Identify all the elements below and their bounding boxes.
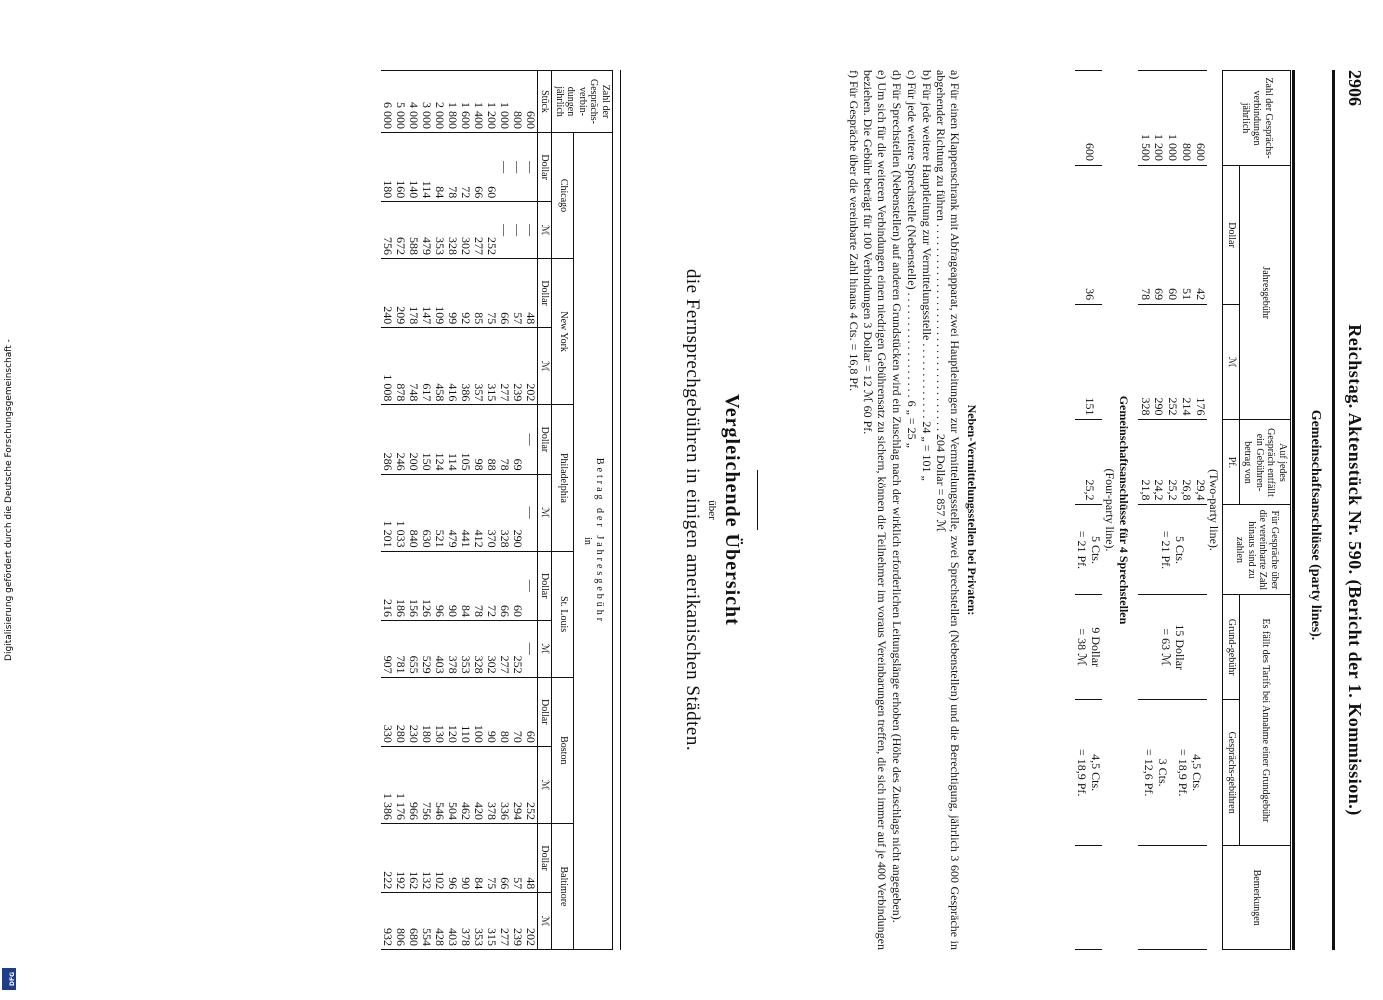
col-remarks-header: Bemerkungen [1223,846,1291,950]
cmp-value-cell: 462 [459,746,472,823]
cmp-count-cell: 600 [524,71,538,133]
cmp-value-cell: 1 008 [381,328,394,405]
unit-dollar: Dollar [538,823,553,892]
cmp-value-cell: — [511,133,524,202]
cmp-value-cell: 416 [446,328,459,405]
cmp-value-cell: 99 [446,258,459,327]
col-pf-header: Pf. [1223,420,1240,505]
four-party-title: Gemeinschaftsanschlüsse für 4 Sprechstellen [1116,395,1131,625]
cmp-value-cell: 286 [381,405,394,474]
cmp-value-cell: 428 [433,893,446,950]
cmp-value-cell: 756 [420,746,433,823]
table-row [420,71,433,950]
cmp-value-cell: 907 [381,620,394,677]
unit-mark: ℳ [538,474,553,551]
cmp-value-cell: 748 [407,328,420,405]
cmp-value-cell: 66 [498,258,511,327]
city-boston: Boston [552,677,574,823]
table-row: 1 200 69 290 24,2 [1152,71,1166,950]
unit-row [538,71,553,950]
cmp-value-cell: 84 [472,823,485,892]
cmp-value-cell: 1 176 [394,746,407,823]
cmp-count-cell: 3 000 [420,71,433,133]
two-party-extra: 5 Cts. = 21 Pf. [1138,505,1207,595]
cmp-count-cell: 4 000 [407,71,420,133]
cmp-value-cell: 240 [381,258,394,327]
city-baltimore: Baltimore [552,823,574,949]
cmp-value-cell: 202 [524,893,538,950]
notes-title: Neben-Vermittelungsstellen bei Privaten: [965,404,979,616]
cmp-value-cell: 315 [485,893,498,950]
table-row [459,71,472,950]
cmp-count-header: Zahl der Gesprächs-verbin-dungen jährlich [552,71,613,133]
cmp-value-cell: 781 [394,620,407,677]
table-row: 1 500 78 328 21,8 [1138,71,1152,950]
cmp-value-cell: 302 [485,620,498,677]
four-party-call-fee: 4,5 Cts. = 18,9 Pf. [1075,699,1103,845]
cmp-value-cell: 102 [433,823,446,892]
cmp-value-cell: 353 [459,620,472,677]
four-party-label: (Four-party line). [1102,468,1117,552]
col-extra-header: Für Gespräche über die vereinbarte Zahl hinaus sind zu zahlen [1223,505,1291,595]
table1-top-rule [1292,70,1295,950]
cmp-value-cell: 90 [459,823,472,892]
cmp-value-cell: 230 [407,677,420,746]
cmp-value-cell: 78 [446,133,459,202]
cmp-count-cell: 1 000 [498,71,511,133]
cmp-value-cell: 105 [459,405,472,474]
cmp-value-cell: — [524,551,538,620]
dfg-logo: DFG [2,968,16,990]
cmp-value-cell: 328 [446,202,459,259]
cmp-value-cell: 1 386 [381,746,394,823]
city-philadelphia: Philadelphia [552,405,574,551]
table-row: 600 42 176 29,4 5 Cts. = 21 Pf. 15 Dollar = 63 ℳ 4,5 Cts. = 18,9 Pf. 3 Cts. = 12,6 Pf. [1193,71,1207,950]
cmp-value-cell: 75 [485,258,498,327]
cmp-value-cell: 92 [459,258,472,327]
cmp-value-cell: 186 [394,551,407,620]
cmp-value-cell: 420 [472,746,485,823]
cmp-value-cell: 280 [394,677,407,746]
cmp-value-cell: 246 [394,405,407,474]
table-row: 800 51 214 26,8 [1179,71,1193,950]
cmp-value-cell: 806 [394,893,407,950]
cmp-value-cell: 90 [485,677,498,746]
cmp-value-cell: 70 [511,677,524,746]
cmp-value-cell: 672 [394,202,407,259]
cmp-value-cell: 222 [381,823,394,892]
cmp-value-cell: 78 [472,551,485,620]
cmp-value-cell: 412 [472,474,485,551]
cmp-value-cell: 178 [407,258,420,327]
cmp-value-cell: 160 [394,133,407,202]
cmp-value-cell: 150 [420,405,433,474]
cmp-value-cell: 216 [381,551,394,620]
cmp-value-cell: 88 [485,405,498,474]
city-st-louis: St. Louis [552,551,574,677]
cmp-betrag-header: Betrag der Jahresgebühr in [574,133,613,950]
digitization-credit [0,0,18,1000]
cmp-value-cell: 588 [407,202,420,259]
note-a: a) Für einen Klappenschrank mit Abfrageapparat, zwei Hauptleitungen zur Vermittelungsstelle, zwei Sprechstellen (Nebenstellen) und die Berechtigung, jährlich 3 600 Gespräche in abgehender Richtung zu führen . . . . . . . . . . . . . . . . . . . . . . . . . . . . . . . . . . . 204 Dollar = 857 ℳ [934,70,963,950]
cmp-value-cell: 277 [498,893,511,950]
cmp-value-cell: — [498,202,511,259]
table-row: 600 36 151 25,2 5 Cts. = 21 Pf. 9 Dollar = 38 ℳ 4,5 Cts. = 18,9 Pf. [1075,71,1103,950]
note-c: c) Für jede weitere Sprechstelle (Nebenstelle) . . . . . . . . . . . . . . . . . . 6 „ = 25 „ [904,70,919,448]
cmp-value-cell: 202 [524,328,538,405]
unit-dollar: Dollar [538,677,553,746]
cmp-value-cell: 109 [433,258,446,327]
unit-mark: ℳ [538,620,553,677]
cmp-value-cell: 75 [485,823,498,892]
unit-mark: ℳ [538,328,553,405]
cmp-value-cell: 353 [472,893,485,950]
cmp-value-cell: 441 [459,474,472,551]
cmp-value-cell: 1 201 [381,474,394,551]
unit-dollar: Dollar [538,258,553,327]
cmp-value-cell: 66 [498,823,511,892]
cmp-value-cell: 504 [446,746,459,823]
two-party-label: (Two-party line). [1207,469,1222,551]
cmp-value-cell: 60 [511,551,524,620]
four-party-extra: 5 Cts. = 21 Pf. [1075,505,1103,595]
cmp-value-cell: 878 [394,328,407,405]
cmp-value-cell: 458 [433,328,446,405]
cmp-value-cell: 90 [446,551,459,620]
cmp-value-cell: 378 [446,620,459,677]
comparison-table [381,70,613,950]
cmp-value-cell: 357 [472,328,485,405]
cmp-value-cell: 370 [485,474,498,551]
cmp-value-cell: 124 [433,405,446,474]
cmp-value-cell: 290 [511,474,524,551]
col-count-header: Zahl der Gesprächs-verbindungen jährlich [1223,71,1291,166]
cmp-value-cell: 966 [407,746,420,823]
cmp-value-cell: — [511,202,524,259]
section-divider [757,470,758,530]
cmp-value-cell: 130 [433,677,446,746]
unit-mark: ℳ [538,202,553,259]
header-rule [1332,70,1335,950]
cmp-value-cell: 180 [420,677,433,746]
cmp-value-cell: 156 [407,551,420,620]
page-header [1341,70,1365,950]
cmp-value-cell: 48 [524,258,538,327]
table-row [485,71,498,950]
credit-text: Digitalisierung gefördert durch die Deutsche Forschungsgemeinschaft - [4,339,14,661]
document-page [33,0,1383,1000]
table-row [433,71,446,950]
comparison-title: Vergleichende Übersicht [721,394,743,626]
cmp-value-cell: 403 [433,620,446,677]
private-exchange-notes [845,70,978,950]
cmp-value-cell: 162 [407,823,420,892]
city-chicago: Chicago [552,133,574,259]
cmp-value-cell: 180 [381,133,394,202]
cmp-value-cell: 403 [446,893,459,950]
cmp-value-cell: 330 [381,677,394,746]
cmp-value-cell: 252 [524,746,538,823]
cmp-count-cell: 1 200 [485,71,498,133]
cmp-value-cell: — [524,620,538,677]
table-row [446,71,459,950]
cmp-value-cell: 72 [459,133,472,202]
cmp-value-cell: 98 [472,405,485,474]
cmp-value-cell: 78 [498,405,511,474]
cmp-value-cell: 302 [459,202,472,259]
cmp-value-cell: 252 [511,620,524,677]
note-b: b) Für jede weitere Hauptleitung zur Vermittelungsstelle . . . . . . . . . . . . . 24 „ = 101 „ [919,70,934,481]
unit-stueck: Stück [538,71,553,133]
cmp-value-cell: 69 [511,405,524,474]
cmp-value-cell: 336 [498,746,511,823]
table-row [394,71,407,950]
note-d: d) Für Sprechstellen (Nebenstellen) auf anderen Grundstücken wird ein Zuschlag nach der wirklich erforderlichen Leitungslänge erhoben (Höhe des Zuschlags nicht angegeben). [890,70,905,923]
col-mark-header: ℳ [1223,305,1240,420]
cmp-value-cell: 48 [524,823,538,892]
cmp-value-cell: 110 [459,677,472,746]
cmp-value-cell: — [524,133,538,202]
cmp-value-cell: 126 [420,551,433,620]
cmp-value-cell: 315 [485,328,498,405]
cmp-value-cell: 96 [446,823,459,892]
note-f: f) Für Gespräche über die vereinbarte Zahl hinaus 4 Cts. = 16,8 Pf. [846,70,861,392]
unit-mark: ℳ [538,893,553,950]
cmp-count-cell: 2 000 [433,71,446,133]
cmp-value-cell: 554 [420,893,433,950]
unit-dollar: Dollar [538,133,553,202]
unit-dollar: Dollar [538,405,553,474]
cmp-value-cell: 147 [420,258,433,327]
party-line-table [1075,70,1291,950]
unit-dollar: Dollar [538,551,553,620]
cmp-value-cell: 655 [407,620,420,677]
cmp-value-cell: 192 [394,823,407,892]
two-party-base: 15 Dollar = 63 ℳ [1138,595,1207,700]
cmp-value-cell: — [524,405,538,474]
cmp-value-cell: 378 [459,893,472,950]
cmp-count-cell: 1 800 [446,71,459,133]
cmp-value-cell: — [524,202,538,259]
four-party-base: 9 Dollar = 38 ℳ [1075,595,1103,700]
cmp-value-cell: 932 [381,893,394,950]
cmp-value-cell: 378 [485,746,498,823]
comparison-over: über [706,500,718,520]
cmp-value-cell: 328 [472,620,485,677]
cmp-value-cell: 479 [420,202,433,259]
cmp-value-cell: 239 [511,328,524,405]
cmp-value-cell: 840 [407,474,420,551]
cmp-value-cell: 353 [433,202,446,259]
cmp-count-cell: 1 600 [459,71,472,133]
col-per-call-header: Auf jedes Gespräch entfällt ein Gebühren-betrag von [1240,420,1291,505]
col-fee-header: Jahresgebühr [1240,166,1291,420]
cmp-value-cell: 521 [433,474,446,551]
cmp-value-cell: 529 [420,620,433,677]
cmp-value-cell: 100 [472,677,485,746]
cmp-value-cell: 72 [485,551,498,620]
col-dollar-header: Dollar [1223,166,1240,305]
cmp-value-cell: 57 [511,823,524,892]
page-number: 2906 [1345,70,1365,106]
cmp-value-cell: — [498,133,511,202]
cmp-value-cell: 120 [446,677,459,746]
cmp-value-cell: 66 [498,551,511,620]
cmp-count-cell: 5 000 [394,71,407,133]
note-e: e) Um sich für die weiteren Verbindungen einen niedrigen Gebührensatz zu sichern, können die Teilnehmer im voraus Vereinbarungen treffen, die sich immer auf je 400 Verbindungen beziehen. Die Gebühr beträgt für 100 Verbindungen 3 Dollar = 12 ℳ 60 Pf. [861,70,890,950]
cmp-value-cell: 140 [407,133,420,202]
cmp-value-cell: 277 [498,328,511,405]
cmp-value-cell: — [524,474,538,551]
table-row [381,71,394,950]
cmp-value-cell: 617 [420,328,433,405]
cmp-value-cell: 60 [524,677,538,746]
cmp-value-cell: 277 [498,620,511,677]
cmp-value-cell: 200 [407,405,420,474]
cmp-value-cell: 1 033 [394,474,407,551]
table-row [407,71,420,950]
cmp-value-cell: 209 [394,258,407,327]
cmp-value-cell: 66 [472,133,485,202]
col-base-header: Grund-gebühr [1223,595,1240,700]
cmp-value-cell: 630 [420,474,433,551]
table-row: 1 000 60 252 25,2 [1165,71,1179,950]
cmp-value-cell: 252 [485,202,498,259]
cmp-value-cell: 386 [459,328,472,405]
city-new-york: New York [552,258,574,404]
comparison-top-rule [620,70,621,950]
cmp-value-cell: 60 [485,133,498,202]
cmp-value-cell: 239 [511,893,524,950]
comparison-body [381,71,538,950]
cmp-value-cell: 114 [446,405,459,474]
cmp-value-cell: 277 [472,202,485,259]
col-rate-group-header: Es fällt des Tarifs bei Annahme einer Grundgebühr [1240,595,1291,846]
cmp-value-cell: 114 [420,133,433,202]
cmp-value-cell: 680 [407,893,420,950]
cmp-count-cell: 6 000 [381,71,394,133]
cmp-value-cell: 80 [498,677,511,746]
two-party-call-fees: 4,5 Cts. = 18,9 Pf. 3 Cts. = 12,6 Pf. [1138,699,1207,845]
section-title-party-lines: Gemeinschaftsanschlüsse (party lines). [1308,409,1323,641]
table-row [498,71,511,950]
comparison-subtitle: die Fernsprechgebühren in einigen amerikanischen Städten. [682,268,704,752]
unit-mark: ℳ [538,746,553,823]
cmp-value-cell: 546 [433,746,446,823]
cmp-value-cell: 479 [446,474,459,551]
cmp-count-cell: 1 400 [472,71,485,133]
page-title: Reichstag. Aktenstück Nr. 590. (Bericht der 1. Kommission.) [1345,324,1365,816]
cmp-value-cell: 756 [381,202,394,259]
comparison-heading [682,70,743,950]
cmp-value-cell: 84 [433,133,446,202]
table-row [472,71,485,950]
cmp-value-cell: 294 [511,746,524,823]
table-row [524,71,538,950]
cmp-value-cell: 96 [433,551,446,620]
cmp-value-cell: 84 [459,551,472,620]
table-row [511,71,524,950]
cmp-value-cell: 132 [420,823,433,892]
cmp-value-cell: 57 [511,258,524,327]
col-call-fee-header: Gesprächs-gebühren [1223,699,1240,845]
cmp-value-cell: 85 [472,258,485,327]
cmp-value-cell: 328 [498,474,511,551]
cmp-count-cell: 800 [511,71,524,133]
